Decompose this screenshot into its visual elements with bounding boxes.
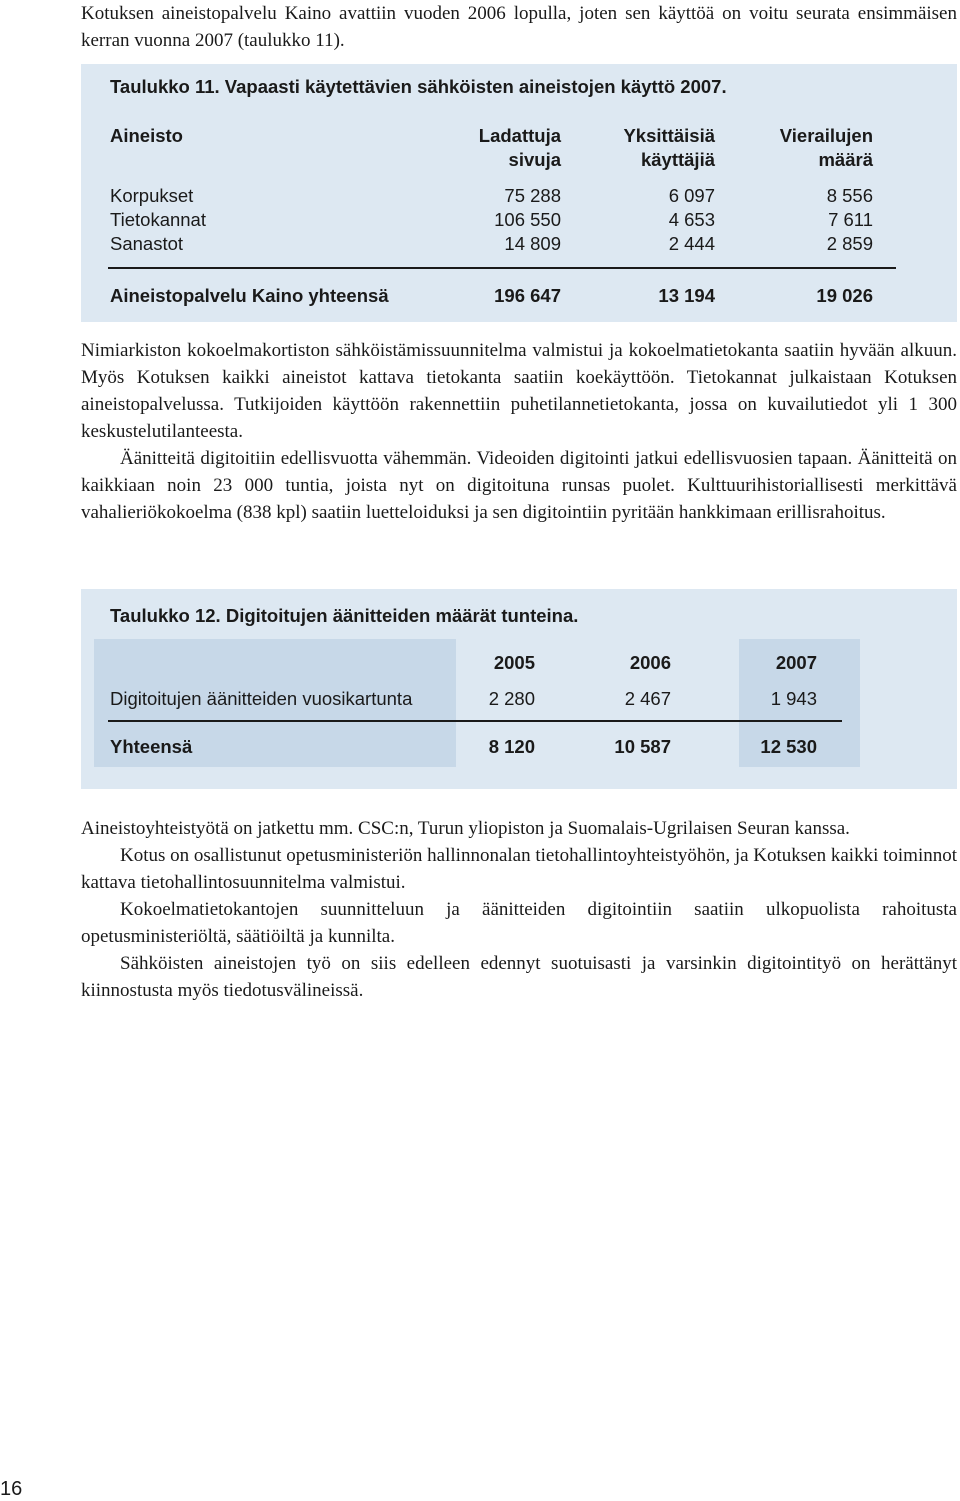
row-value: 4 653 bbox=[668, 209, 715, 230]
row-value: 75 288 bbox=[504, 185, 561, 206]
header-line: Yksittäisiä bbox=[623, 125, 715, 146]
table-12-title: Taulukko 12. Digitoitujen äänitteiden määrät tunteina. bbox=[110, 605, 579, 626]
table-11-divider bbox=[108, 267, 896, 269]
page-number: 16 bbox=[0, 1478, 23, 1500]
row-value: 106 550 bbox=[494, 209, 561, 230]
total-value: 10 587 bbox=[614, 736, 671, 757]
total-value: 8 120 bbox=[488, 736, 535, 757]
paragraph: Kokoelmatietokantojen suunnitteluun ja äänitteiden digitointiin saatiin ulkopuolista rahoitusta opetusministeriöltä, säätiöiltä ja kunnilta. bbox=[81, 899, 957, 947]
row-value: 6 097 bbox=[668, 185, 715, 206]
row-value: 8 556 bbox=[826, 185, 873, 206]
intro-paragraph bbox=[81, 0, 957, 54]
paragraph: Äänitteitä digitoitiin edellisvuotta vähemmän. Videoiden digitointi jatkui edellisvuosien tapaan. Äänitteitä on kaikkiaan noin 23 000 tuntia, joista nyt on digitoituna runsas puolet. Kulttuurihistoriallisesti merkittävä vahalieriökokoelma (838 kpl) saatiin luetteloiduksi ja sen digitointiin pyritään hankkimaan erillisrahoitus. bbox=[81, 448, 957, 523]
row-value: 2 280 bbox=[488, 688, 535, 709]
header-line: Vierailujen bbox=[779, 125, 873, 146]
table-12-panel bbox=[81, 589, 957, 789]
table-12-divider bbox=[108, 720, 842, 722]
total-value: 12 530 bbox=[760, 736, 817, 757]
row-value: 14 809 bbox=[504, 233, 561, 254]
paragraph: Sähköisten aineistojen työ on siis edelleen edennyt suotuisasti ja varsinkin digitointityö on herättänyt kiinnostusta myös tiedotusvälineissä. bbox=[81, 953, 957, 1001]
intro-text: Kotuksen aineistopalvelu Kaino avattiin vuoden 2006 lopulla, joten sen käyttöä on voitu seurata ensimmäisen kerran vuonna 2007 (taulukko 11). bbox=[81, 3, 957, 51]
table-11-header-ladattuja bbox=[479, 124, 561, 172]
header-line: käyttäjiä bbox=[640, 149, 715, 170]
table-11-panel bbox=[81, 64, 957, 322]
table-11-header-aineisto: Aineisto bbox=[110, 125, 183, 146]
year-header-2007: 2007 bbox=[775, 652, 817, 673]
total-value: 19 026 bbox=[816, 285, 873, 306]
table-11-header-kayttajia bbox=[623, 124, 715, 172]
row-value: 1 943 bbox=[770, 688, 817, 709]
total-value: 196 647 bbox=[494, 285, 561, 306]
paragraph: Aineistoyhteistyötä on jatkettu mm. CSC:n, Turun yliopiston ja Suomalais-Ugrilaisen Seuran kanssa. bbox=[81, 818, 850, 839]
body-section-2 bbox=[81, 815, 957, 1004]
row-value: 7 611 bbox=[828, 209, 873, 230]
header-line: Ladattuja bbox=[478, 125, 561, 146]
row-value: 2 859 bbox=[826, 233, 873, 254]
row-label: Sanastot bbox=[110, 233, 184, 254]
row-label: Korpukset bbox=[110, 185, 194, 206]
paragraph: Kotus on osallistunut opetusministeriön hallinnonalan tietohallintoyhteistyöhön, ja Kotuksen kaikki toiminnot kattava tietohallintosuunnitelma valmistui. bbox=[81, 845, 957, 893]
total-label: Yhteensä bbox=[110, 736, 193, 757]
total-label: Aineistopalvelu Kaino yhteensä bbox=[110, 285, 389, 306]
year-header-2005: 2005 bbox=[493, 652, 535, 673]
row-value: 2 467 bbox=[624, 688, 671, 709]
paragraph: Nimiarkiston kokoelmakortiston sähköistämissuunnitelma valmistui ja kokoelmatietokanta saatiin hyvään alkuun. Myös Kotuksen kaikki aineistot kattava tietokanta saatiin koekäyttöön. Tietokannat julkaistaan Kotuksen aineistopalvelussa. Tutkijoiden käyttöön rakennettiin puhetilannetietokanta, jossa on kuvailutiedot yli 1 300 keskustelutilanteesta. bbox=[81, 340, 957, 442]
row-value: 2 444 bbox=[668, 233, 715, 254]
row-label: Digitoitujen äänitteiden vuosikartunta bbox=[110, 688, 413, 709]
total-value: 13 194 bbox=[658, 285, 715, 306]
row-label: Tietokannat bbox=[110, 209, 206, 230]
table-11-title: Taulukko 11. Vapaasti käytettävien sähköisten aineistojen käyttö 2007. bbox=[110, 76, 727, 97]
body-section-1 bbox=[81, 337, 957, 526]
header-line: sivuja bbox=[508, 149, 561, 170]
year-header-2006: 2006 bbox=[629, 652, 671, 673]
table-11-header-vierailut bbox=[780, 124, 873, 172]
header-line: määrä bbox=[818, 149, 873, 170]
